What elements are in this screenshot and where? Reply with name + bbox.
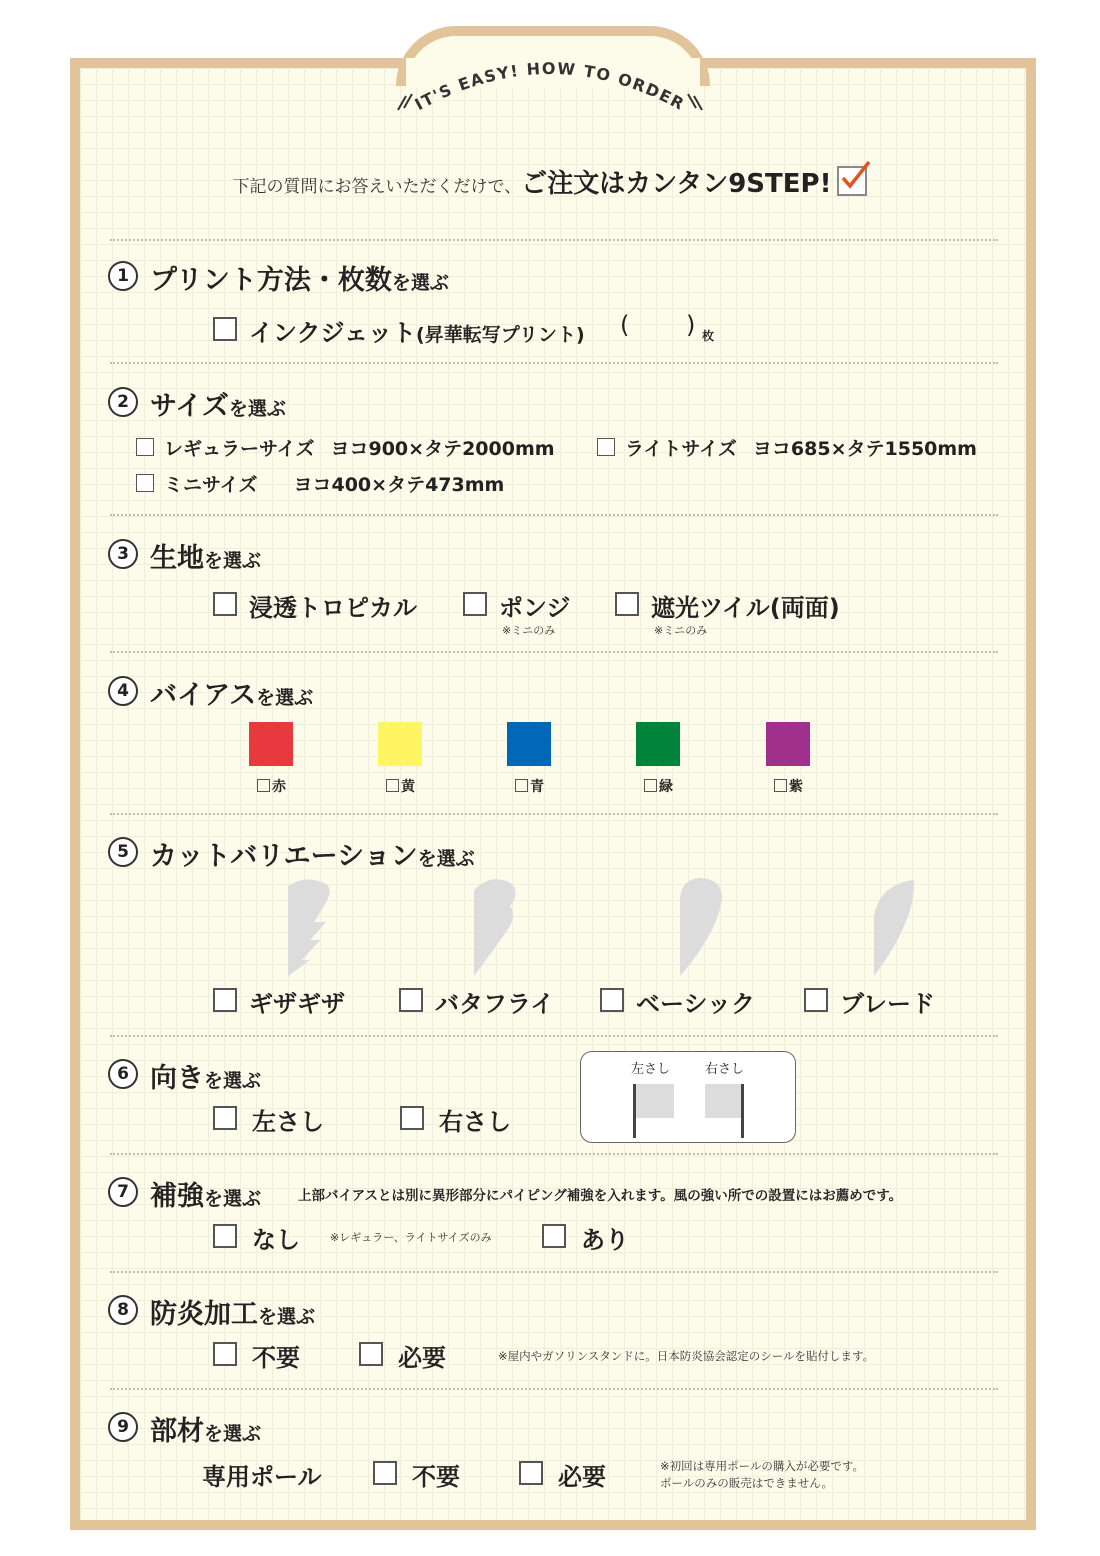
- color-yellow-option[interactable]: 黄: [386, 776, 415, 796]
- pole-item-label: 専用ポール: [202, 1463, 322, 1491]
- pole-icon: [741, 1084, 744, 1138]
- flameproof-no-checkbox[interactable]: [213, 1342, 237, 1366]
- size-regular-checkbox[interactable]: [136, 438, 154, 456]
- cut-zigzag-checkbox[interactable]: [213, 988, 237, 1012]
- inkjet-label: インクジェット(昇華転写プリント): [249, 319, 585, 347]
- color-swatch-red: [249, 722, 293, 766]
- reinforce-none-checkbox[interactable]: [213, 1224, 237, 1248]
- color-purple-option[interactable]: 紫: [774, 776, 803, 796]
- basic-flag-icon: [672, 876, 728, 980]
- quantity-input[interactable]: [642, 314, 684, 342]
- color-green-option[interactable]: 緑: [644, 776, 673, 796]
- divider: [110, 1271, 998, 1273]
- fabric-twill-label: 遮光ツイル(両面): [651, 594, 840, 622]
- step-title: 向きを選ぶ: [150, 1063, 262, 1094]
- step-title: 補強を選ぶ: [150, 1181, 262, 1212]
- step-title: 防炎加工を選ぶ: [150, 1299, 316, 1330]
- direction-diagram: [580, 1051, 796, 1143]
- diagram-left-label: 左さし: [631, 1062, 671, 1077]
- reinforce-description: 上部バイアスとは別に異形部分にパイピング補強を入れます。風の強い所での設置にはお薦めです。: [298, 1188, 903, 1204]
- color-red-option[interactable]: 赤: [257, 776, 286, 796]
- flag-right-icon: [705, 1084, 741, 1118]
- step-number: 3: [108, 539, 138, 569]
- size-mini-checkbox[interactable]: [136, 474, 154, 492]
- size-mini-label: ミニサイズ ヨコ400×タテ473mm: [164, 474, 505, 496]
- pole-yes-checkbox[interactable]: [519, 1461, 543, 1485]
- flameproof-yes-checkbox[interactable]: [359, 1342, 383, 1366]
- direction-left-label: 左さし: [252, 1108, 324, 1136]
- intro-emphasis: ご注文はカンタン9STEP!: [521, 169, 832, 199]
- intro-text: 下記の質問にお答えいただくだけで、ご注文はカンタン9STEP!: [0, 163, 1100, 200]
- color-swatch-yellow: [378, 722, 422, 766]
- fabric-ponji-label: ポンジ: [499, 594, 571, 622]
- fabric-ponji-note: ※ミニのみ: [502, 624, 556, 637]
- step-title: バイアスを選ぶ: [150, 680, 314, 711]
- pole-no-label: 不要: [412, 1463, 460, 1491]
- step-number: 5: [108, 837, 138, 867]
- fabric-twill-checkbox[interactable]: [615, 592, 639, 616]
- step-number: 4: [108, 676, 138, 706]
- flag-left-icon: [636, 1084, 674, 1118]
- cut-butterfly-label: バタフライ: [435, 990, 555, 1018]
- color-blue-option[interactable]: 青: [515, 776, 544, 796]
- fabric-twill-note: ※ミニのみ: [654, 624, 708, 637]
- cut-butterfly-checkbox[interactable]: [399, 988, 423, 1012]
- color-swatch-purple: [766, 722, 810, 766]
- svg-text:IT'S EASY! HOW TO ORDER: IT'S EASY! HOW TO ORDER: [411, 58, 689, 115]
- step-title: 部材を選ぶ: [150, 1416, 262, 1447]
- divider: [110, 1035, 998, 1037]
- pole-no-checkbox[interactable]: [373, 1461, 397, 1485]
- flameproof-yes-label: 必要: [398, 1344, 446, 1372]
- divider: [110, 239, 998, 241]
- step-number: 8: [108, 1295, 138, 1325]
- unit-label: 枚: [702, 329, 715, 343]
- reinforce-yes-checkbox[interactable]: [542, 1224, 566, 1248]
- fabric-tropical-label: 浸透トロピカル: [249, 594, 417, 622]
- divider: [110, 1153, 998, 1155]
- cut-blade-label: ブレード: [840, 990, 936, 1018]
- reinforce-yes-label: あり: [581, 1226, 629, 1254]
- butterfly-flag-icon: [466, 876, 522, 980]
- divider: [110, 1388, 998, 1390]
- zigzag-flag-icon: [280, 876, 336, 980]
- step-number: 2: [108, 387, 138, 417]
- divider: [110, 813, 998, 815]
- step-number: 9: [108, 1412, 138, 1442]
- cut-basic-label: ベーシック: [636, 990, 756, 1018]
- step-title: サイズを選ぶ: [150, 391, 286, 422]
- step-number: 6: [108, 1059, 138, 1089]
- check-icon: [837, 166, 867, 196]
- fabric-tropical-checkbox[interactable]: [213, 592, 237, 616]
- cut-basic-checkbox[interactable]: [600, 988, 624, 1012]
- cut-zigzag-label: ギザギザ: [249, 990, 345, 1018]
- size-regular-label: レギュラーサイズ ヨコ900×タテ2000mm: [164, 438, 555, 460]
- divider: [110, 362, 998, 364]
- direction-right-checkbox[interactable]: [400, 1106, 424, 1130]
- size-light-label: ライトサイズ ヨコ685×タテ1550mm: [625, 438, 977, 460]
- diagram-right-label: 右さし: [705, 1062, 745, 1077]
- pole-note-line1: ※初回は専用ポールの購入が必要です。: [660, 1459, 864, 1473]
- size-light-checkbox[interactable]: [597, 438, 615, 456]
- inkjet-checkbox[interactable]: [213, 317, 237, 341]
- step-title: 生地を選ぶ: [150, 543, 262, 574]
- direction-right-label: 右さし: [439, 1108, 511, 1136]
- color-swatch-green: [636, 722, 680, 766]
- step-number: 1: [108, 261, 138, 291]
- blade-flag-icon: [866, 876, 922, 980]
- divider: [110, 514, 998, 516]
- pole-yes-label: 必要: [558, 1463, 606, 1491]
- banner-title: [380, 48, 720, 118]
- reinforce-none-label: なし: [252, 1226, 300, 1254]
- pole-note-line2: ポールのみの販売はできません。: [660, 1476, 833, 1490]
- direction-left-checkbox[interactable]: [213, 1106, 237, 1130]
- divider: [110, 651, 998, 653]
- step-title: カットバリエーションを選ぶ: [150, 841, 475, 872]
- reinforce-none-note: ※レギュラー、ライトサイズのみ: [330, 1231, 492, 1244]
- color-swatch-blue: [507, 722, 551, 766]
- step-number: 7: [108, 1177, 138, 1207]
- cut-blade-checkbox[interactable]: [804, 988, 828, 1012]
- step-title: プリント方法・枚数を選ぶ: [150, 265, 449, 296]
- flameproof-no-label: 不要: [252, 1344, 300, 1372]
- flameproof-note: ※屋内やガソリンスタンドに。日本防炎協会認定のシールを貼付します。: [498, 1349, 875, 1363]
- fabric-ponji-checkbox[interactable]: [463, 592, 487, 616]
